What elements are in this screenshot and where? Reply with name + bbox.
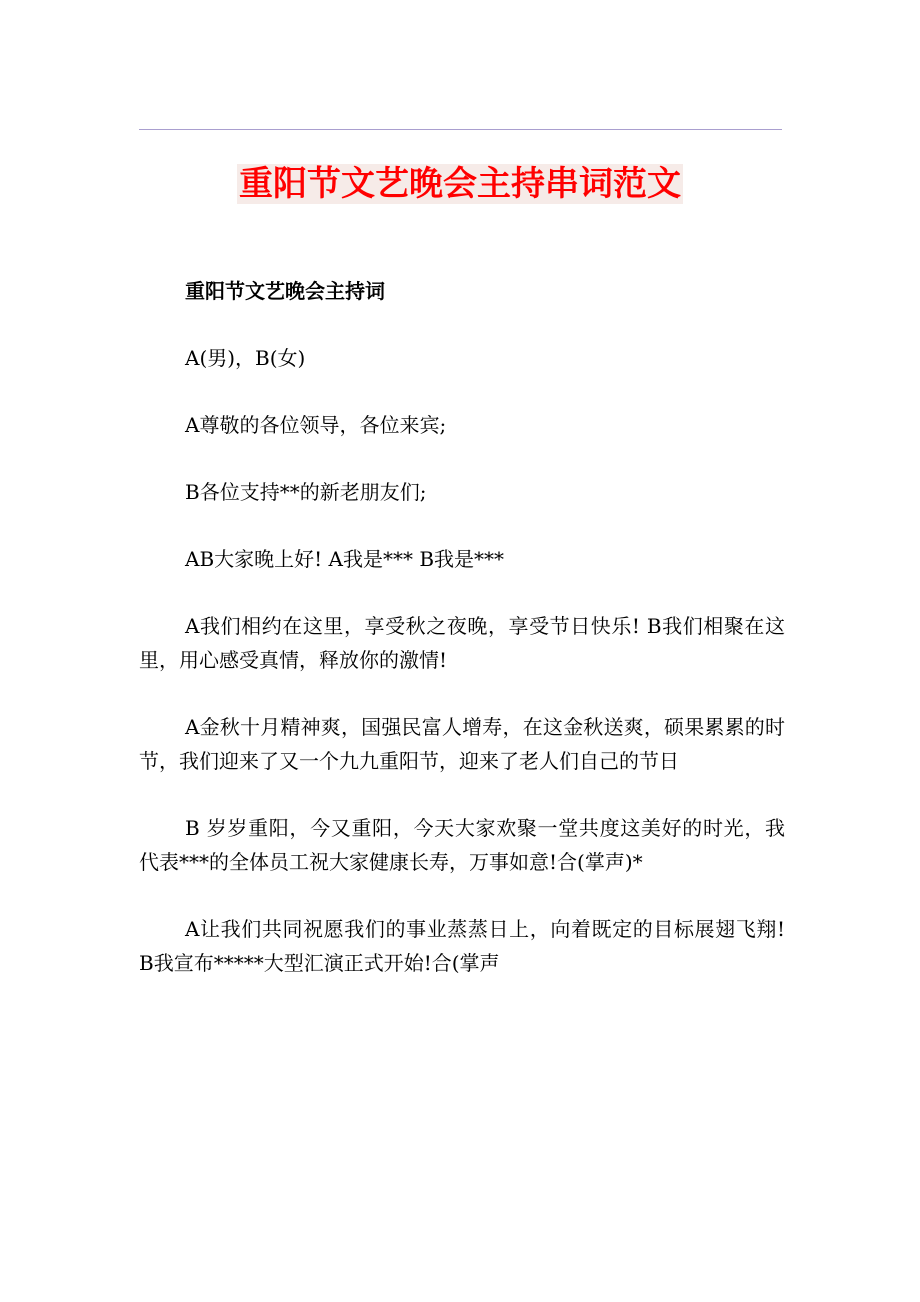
paragraph-blessing: B 岁岁重阳，今又重阳，今天大家欢聚一堂共度这美好的时光，我代表***的全体员工祝大家健康长寿，万事如意!合(掌声)*: [139, 816, 785, 874]
paragraph-greeting-b: B各位支持**的新老朋友们;: [185, 480, 427, 504]
paragraph-greeting-a: A尊敬的各位领导，各位来宾;: [185, 413, 447, 437]
section-heading: 重阳节文艺晚会主持词: [185, 279, 385, 303]
document-title: [0, 160, 920, 208]
paragraph-gathering: A我们相约在这里，享受秋之夜晚，享受节日快乐! B我们相聚在这里，用心感受真情，释放你的激情!: [139, 614, 785, 672]
paragraph-roles: A(男)，B(女): [185, 346, 306, 370]
paragraph-autumn: A金秋十月精神爽，国强民富人增寿，在这金秋送爽，硕果累累的时节，我们迎来了又一个九九重阳节，迎来了老人们自己的节日: [139, 715, 785, 773]
paragraph-introductions: AB大家晚上好! A我是*** B我是***: [185, 547, 505, 571]
document-body: [139, 274, 785, 1013]
document-title-text: 重阳节文艺晚会主持串词范文: [239, 164, 681, 204]
header-divider: [139, 129, 782, 130]
paragraph-opening: A让我们共同祝愿我们的事业蒸蒸日上，向着既定的目标展翅飞翔! B我宣布*****大型汇演正式开始!合(掌声: [139, 917, 785, 975]
